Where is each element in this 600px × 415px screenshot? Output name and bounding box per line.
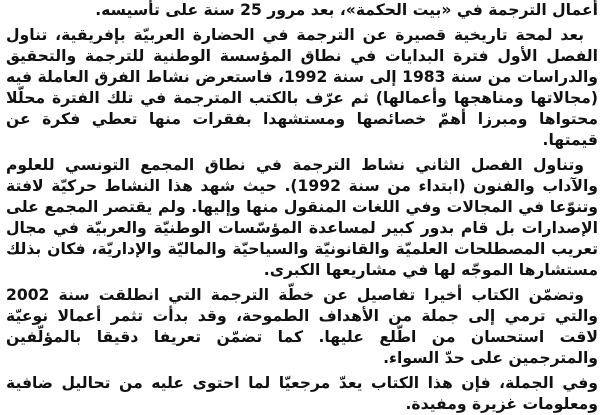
paragraph-1: أعمال الترجمة في «بيت الحكمة»، بعد مرور 25 سنة على تأسيسه. bbox=[95, 1, 598, 19]
paragraph-3: وتناول الفصل الثاني نشاط الترجمة في نطاق المجمع التونسي للعلوم والآداب والفنون (ابتداء من سنة 1992). حيث شهد هذا النشاط حركيّة لافتة وتنوّعا في المجالات وفي اللغات المنقول منها وإليها. ولم يقتصر المجمع على الإصدارات بل قام بدور كبير لمساعدة المؤسّسات الوطنيّة والعربيّة في مجال تعريب المصطلحات العلميّة والقانونيّة والسياحيّة والماليّة والإداريّة، فكان بذلك مستشارها الموجّه لها في مشاريعها الكبرى. bbox=[6, 156, 599, 279]
article-text bbox=[6, 0, 598, 415]
paragraph-2: بعد لمحة تاريخية قصيرة عن الترجمة في الحضارة العربيّة بإفريقية، تناول الفصل الأول فترة البدايات في نطاق المؤسسة الوطنية للترجمة والتحقيق والدراسات من سنة 1983 إلى سنة 1992، فاستعرض نشاط الفرق العاملة فيه (مجالاتها ومناهجها وأعمالها) ثم عرّف بالكتب المترجمة في تلك الفترة محلّلا محتواها ومبرزا أهمّ خصائصها ومستشهدا بفقرات منها تعطي فكرة عن قيمتها. bbox=[6, 26, 598, 149]
paragraph-4: وتضمّن الكتاب أخيرا تفاصيل عن خطّة الترجمة التي انطلقت سنة 2002 والتي ترمي إلى جملة من الأهداف الطموحة، وقد بدأت تثمر أعمالا نوعيّة لاقت استحسان من اطّلع عليها. كما تضمّن تعريفا دقيقا بالمؤلّفين والمترجمين على حدّ السواء. bbox=[6, 286, 598, 367]
paragraph-5: وفي الجملة، فإن هذا الكتاب يعدّ مرجعيّا لما احتوى عليه من تحاليل ضافية ومعلومات غزيرة ومفيدة. bbox=[6, 374, 598, 413]
